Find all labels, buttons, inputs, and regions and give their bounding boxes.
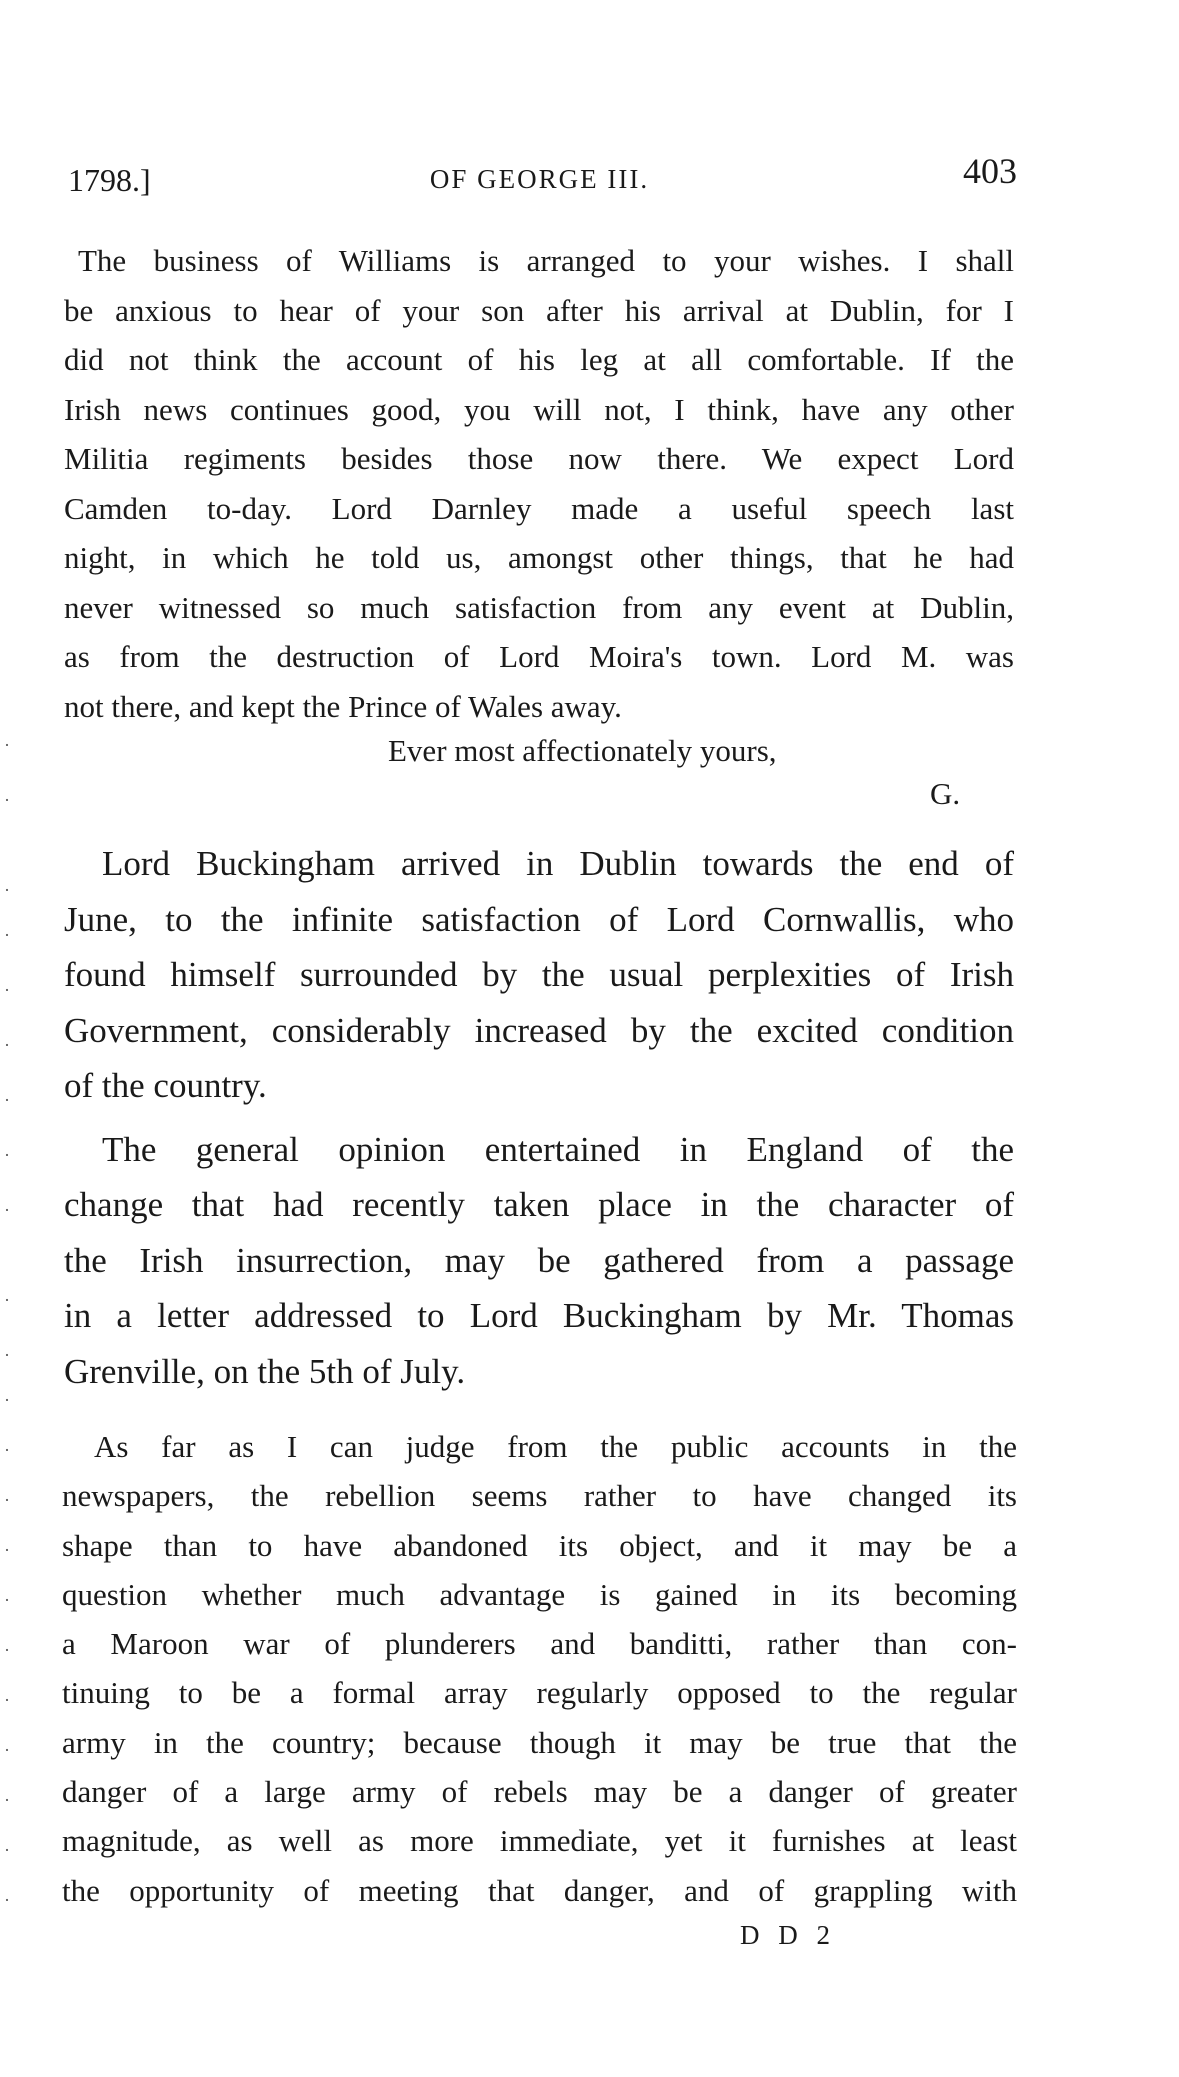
gutter-mark: ·: [4, 790, 10, 810]
letter2-line: magnitude, as well as more immediate, yet it furnishes at least: [62, 1823, 1017, 1859]
narrative-p1-line: found himself surrounded by the usual perplexities of Irish: [64, 955, 1014, 994]
page-header: [62, 150, 1017, 200]
letter2-line: tinuing to be a formal array regularly opposed to the regular: [62, 1675, 1017, 1711]
running-title: OF GEORGE III.: [429, 164, 650, 194]
letter2-line: question whether much advantage is gained in its becoming: [62, 1576, 1017, 1612]
letter2-line: As far as I can judge from the public accounts in the: [94, 1429, 1017, 1464]
gutter-mark: ·: [4, 1690, 10, 1710]
gutter-mark: ·: [4, 1145, 10, 1165]
gutter-mark: ·: [4, 1840, 10, 1860]
letter2-line: danger of a large army of rebels may be a danger of greater: [62, 1774, 1017, 1810]
gutter-mark: ·: [4, 1035, 10, 1055]
header-year: 1798.]: [68, 162, 151, 198]
gutter-mark: ·: [4, 1540, 10, 1560]
narrative-p1-line: Lord Buckingham arrived in Dublin towards the end of: [102, 844, 1014, 883]
letter2-line: shape than to have abandoned its object, and it may be a: [62, 1527, 1017, 1563]
narrative-p2-line: The general opinion entertained in England of the: [102, 1129, 1014, 1169]
narrative-p2-line: the Irish insurrection, may be gathered from a passage: [64, 1240, 1014, 1280]
gutter-mark: ·: [4, 1640, 10, 1660]
gutter-mark: ·: [4, 1090, 10, 1110]
paragraph-gap: [64, 1114, 1014, 1122]
letter1-line: Irish news continues good, you will not, I think, have any other: [64, 391, 1014, 427]
gutter-mark: ·: [4, 1890, 10, 1910]
gutter-mark: ·: [4, 980, 10, 1000]
gutter-mark: ·: [4, 1390, 10, 1410]
narrative-p2-line: change that had recently taken place in the character of: [64, 1185, 1014, 1224]
gutter-mark: ·: [4, 735, 10, 755]
gutter-mark: ·: [4, 1440, 10, 1460]
gutter-mark: ·: [4, 1590, 10, 1610]
letter1-line: never witnessed so much satisfaction from any event at Dublin,: [64, 589, 1014, 625]
letter2-line: a Maroon war of plunderers and banditti, rather than con-: [62, 1626, 1017, 1662]
letter1-line: The business of Williams is arranged to your wishes. I shall: [78, 243, 1014, 278]
narrative-text: [64, 836, 1014, 1399]
letter1-signature: G.: [930, 776, 961, 811]
gutter-mark: ·: [4, 1490, 10, 1510]
letter1-line: be anxious to hear of your son after his arrival at Dublin, for I: [64, 292, 1014, 328]
narrative-p2-line: in a letter addressed to Lord Buckingham by Mr. Thomas: [64, 1296, 1014, 1335]
letter2-line: the opportunity of meeting that danger, and of grappling with: [62, 1872, 1017, 1908]
quoted-letter-2: [62, 1422, 1017, 1915]
letter2-line: newspapers, the rebellion seems rather to have changed its: [62, 1478, 1017, 1514]
gutter-mark: ·: [4, 925, 10, 945]
letter1-line: as from the destruction of Lord Moira's town. Lord M. was: [64, 639, 1014, 674]
gutter-show-through: [0, 0, 20, 2077]
letter1-line: not there, and kept the Prince of Wales away.: [64, 688, 622, 724]
narrative-p1-line: Government, considerably increased by the excited condition: [64, 1010, 1014, 1050]
page-number: 403: [963, 151, 1017, 191]
narrative-p1-line: of the country.: [64, 1066, 267, 1105]
gutter-mark: ·: [4, 1200, 10, 1220]
letter1-line: did not think the account of his leg at all comfortable. If the: [64, 342, 1014, 377]
printer-signature-mark: D D 2: [740, 1920, 836, 1950]
letter1-line: Camden to-day. Lord Darnley made a useful speech last: [64, 490, 1014, 526]
quoted-letter-1: [64, 236, 1014, 731]
narrative-p2-line: Grenville, on the 5th of July.: [64, 1351, 466, 1391]
letter1-line: night, in which he told us, amongst other things, that he had: [64, 540, 1014, 575]
letter2-line: army in the country; because though it may be true that the: [62, 1724, 1017, 1760]
letter1-closing: Ever most affectionately yours,: [388, 733, 777, 768]
letter1-line: Militia regiments besides those now there. We expect Lord: [64, 441, 1014, 476]
gutter-mark: ·: [4, 1740, 10, 1760]
gutter-mark: ·: [4, 1290, 10, 1310]
gutter-mark: ·: [4, 880, 10, 900]
gutter-mark: ·: [4, 1345, 10, 1365]
narrative-p1-line: June, to the infinite satisfaction of Lord Cornwallis, who: [64, 899, 1014, 939]
gutter-mark: ·: [4, 1790, 10, 1810]
